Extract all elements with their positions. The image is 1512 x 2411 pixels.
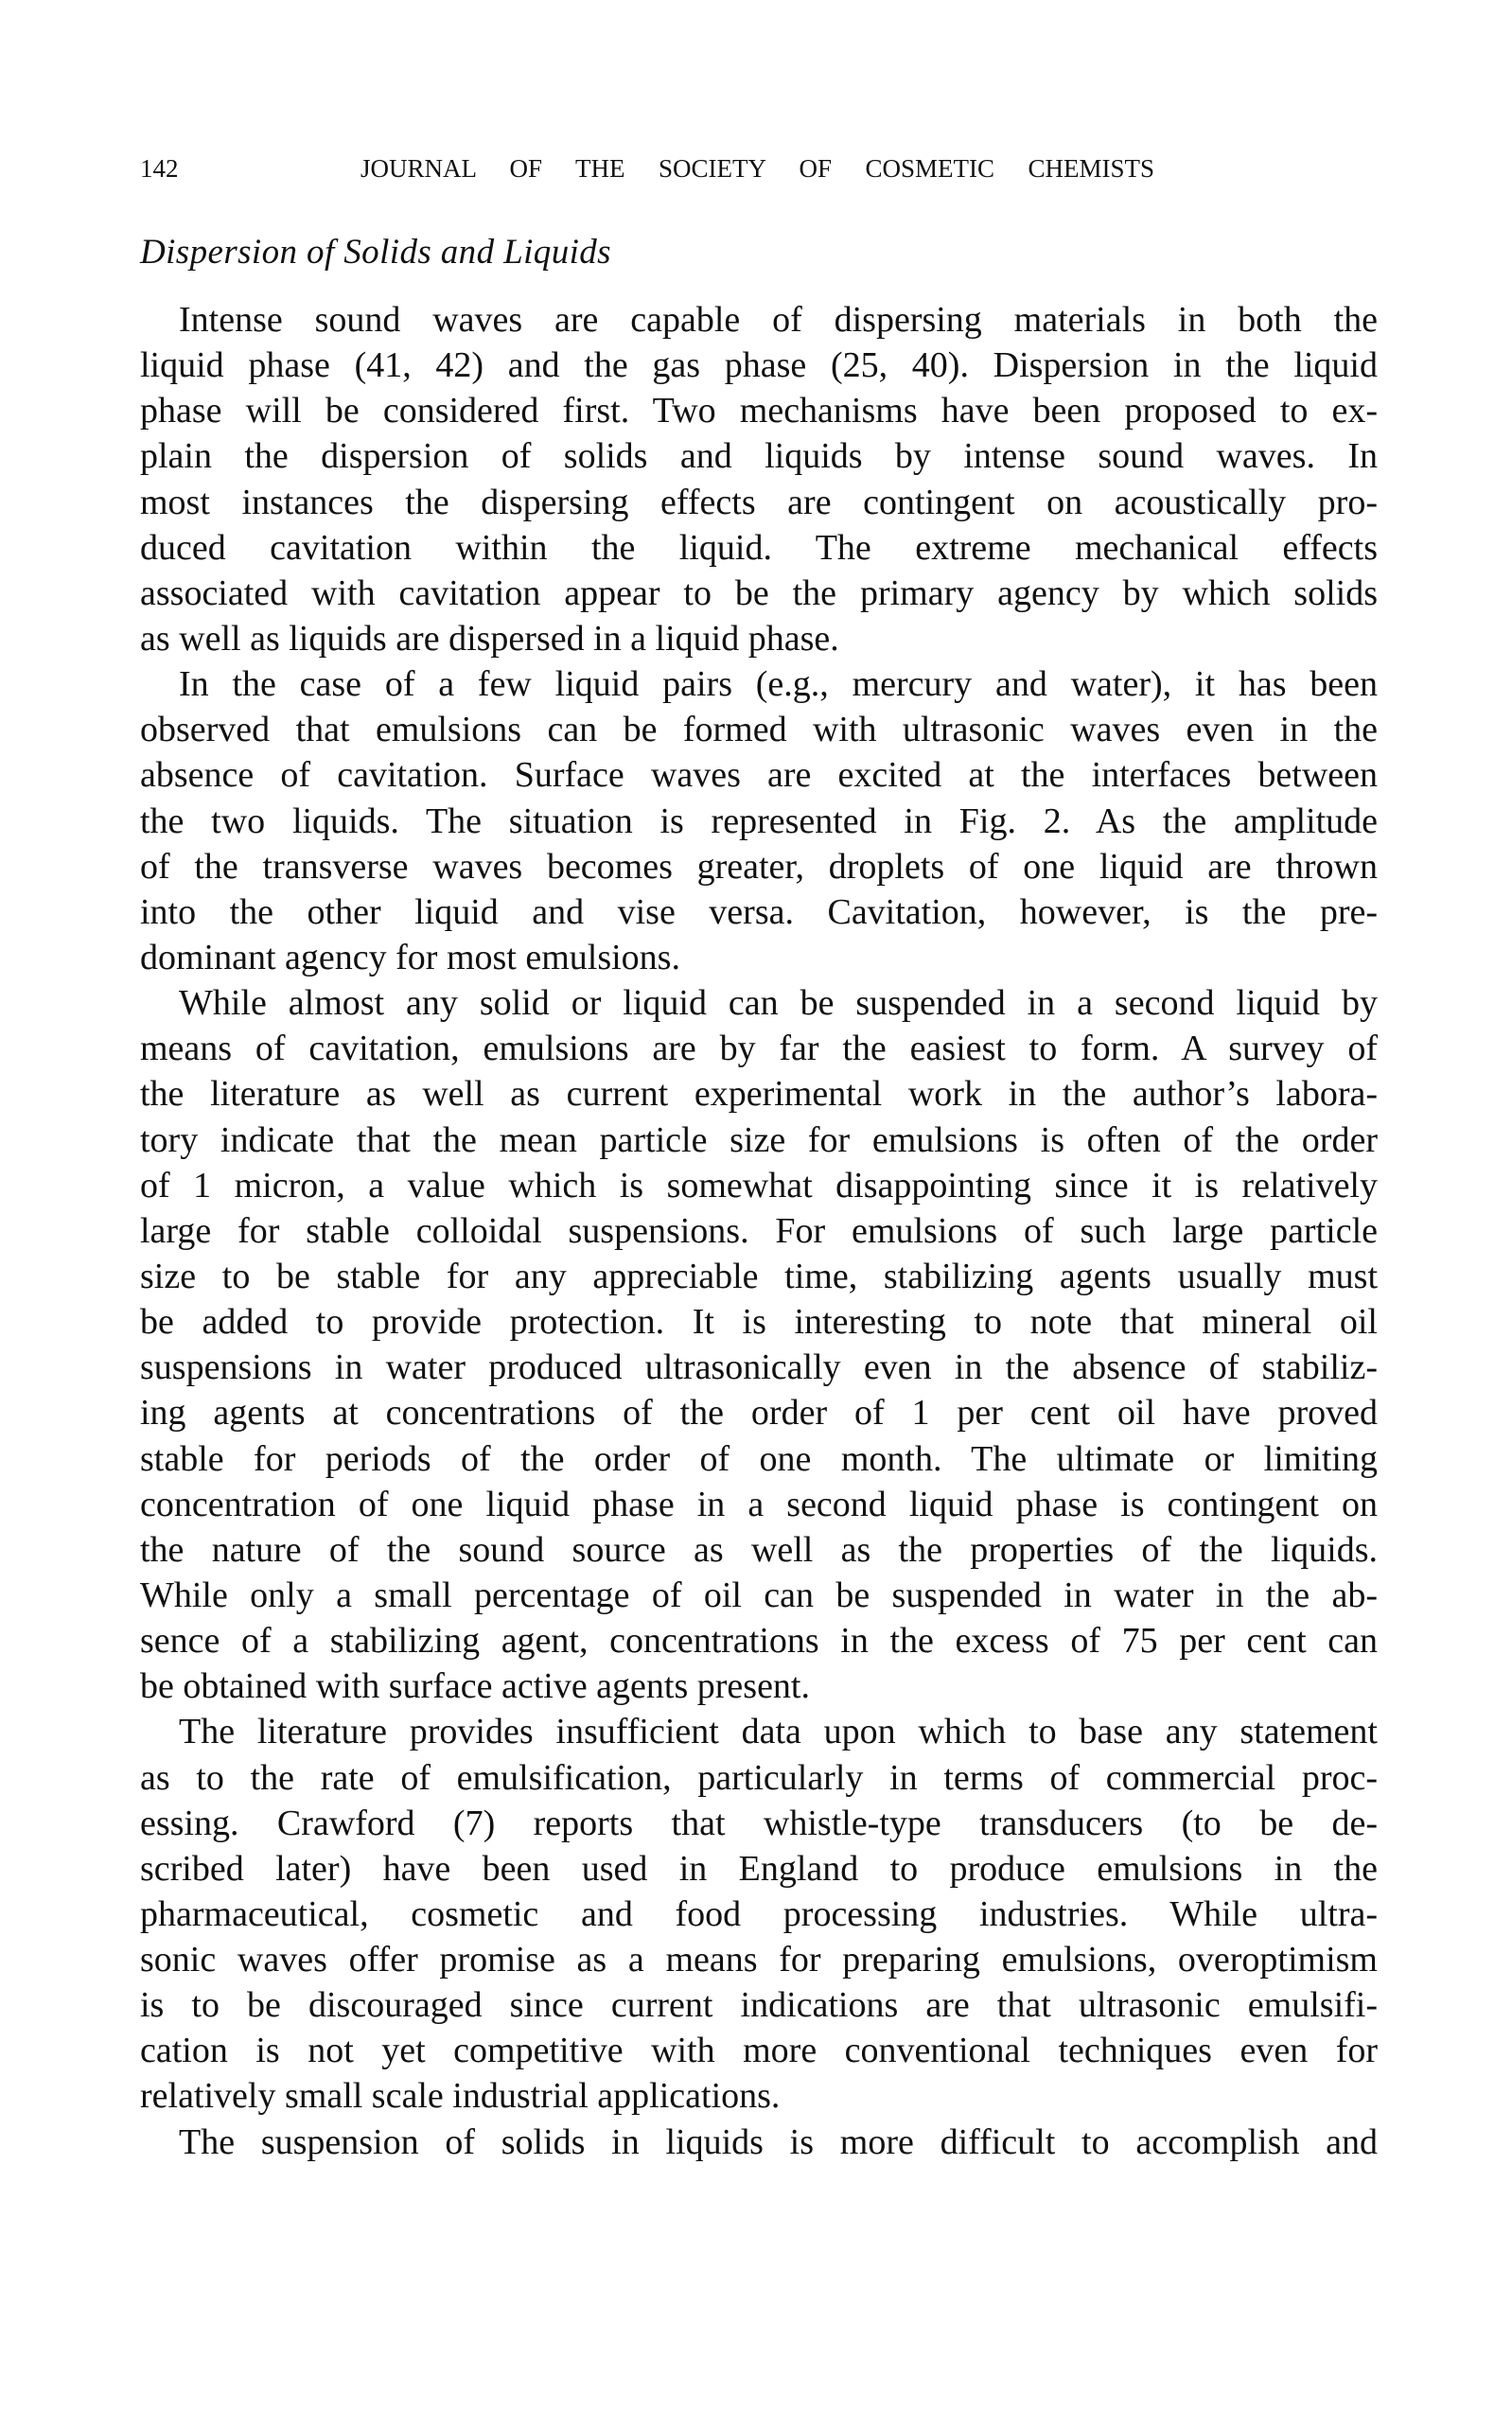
text-line: stable for periods of the order of one month. The ultimate or limiting [140,1438,1378,1479]
running-head [0,153,1512,184]
text-line: duced cavitation within the liquid. The extreme mechanical effects [140,527,1378,568]
text-line: essing. Crawford (7) reports that whistle-type transducers (to be de- [140,1803,1378,1843]
text-line: phase will be considered first. Two mechanisms have been proposed to ex- [140,391,1378,431]
text-line: While only a small percentage of oil can be suspended in water in the ab- [140,1575,1378,1615]
text-line: large for stable colloidal suspensions. For emulsions of such large particle [140,1210,1378,1251]
text-line: the literature as well as current experimental work in the author’s labora- [140,1074,1378,1115]
body-text [140,297,1378,2165]
text-line: The literature provides insufficient data upon which to base any statement [179,1712,1378,1752]
text-line: be obtained with surface active agents present. [140,1666,810,1707]
paragraph [140,1709,1378,2119]
text-line: observed that emulsions can be formed with ultrasonic waves even in the [140,710,1378,750]
text-line: associated with cavitation appear to be the primary agency by which solids [140,572,1378,613]
text-line: Intense sound waves are capable of dispersing materials in both the [179,300,1378,340]
text-line: absence of cavitation. Surface waves are excited at the interfaces between [140,755,1378,796]
text-line: liquid phase (41, 42) and the gas phase (25, 40). Dispersion in the liquid [140,345,1378,386]
text-line: is to be discouraged since current indications are that ultrasonic emulsifi- [140,1985,1378,2026]
text-line: size to be stable for any appreciable time, stabilizing agents usually must [140,1256,1378,1296]
text-line: sence of a stabilizing agent, concentrations in the excess of 75 per cent can [140,1621,1378,1662]
text-line: plain the dispersion of solids and liquids by intense sound waves. In [140,436,1378,477]
paragraph [140,297,1378,661]
text-line: concentration of one liquid phase in a second liquid phase is contingent on [140,1484,1378,1524]
text-line: be added to provide protection. It is interesting to note that mineral oil [140,1302,1378,1343]
text-line: means of cavitation, emulsions are by far the easiest to form. A survey of [140,1029,1378,1069]
text-line: pharmaceutical, cosmetic and food processing industries. While ultra- [140,1893,1378,1934]
page-number: 142 [140,154,179,183]
journal-title: JOURNAL OF THE SOCIETY OF COSMETIC CHEMISTS [360,154,1154,183]
text-line: of 1 micron, a value which is somewhat disappointing since it is relatively [140,1165,1378,1206]
text-line: most instances the dispersing effects are contingent on acoustically pro- [140,482,1378,522]
text-line: suspensions in water produced ultrasonically even in the absence of stabiliz- [140,1347,1378,1388]
text-line: into the other liquid and vise versa. Cavitation, however, is the pre- [140,891,1378,932]
text-line: The suspension of solids in liquids is more difficult to accomplish and [179,2121,1378,2162]
paragraph [140,980,1378,1709]
text-line: ing agents at concentrations of the order of 1 per cent oil have proved [140,1393,1378,1434]
text-line: cation is not yet competitive with more conventional techniques even for [140,2031,1378,2071]
text-line: relatively small scale industrial applications. [140,2076,781,2117]
text-line: of the transverse waves becomes greater, droplets of one liquid are thrown [140,846,1378,887]
text-line: the two liquids. The situation is represented in Fig. 2. As the amplitude [140,801,1378,841]
text-line: While almost any solid or liquid can be suspended in a second liquid by [179,983,1378,1024]
paragraph [140,2120,1378,2165]
text-line: In the case of a few liquid pairs (e.g., mercury and water), it has been [179,664,1378,705]
text-line: as well as liquids are dispersed in a liquid phase. [140,618,839,659]
section-heading: Dispersion of Solids and Liquids [140,233,611,272]
text-line: as to the rate of emulsification, particularly in terms of commercial proc- [140,1757,1378,1798]
text-line: tory indicate that the mean particle size for emulsions is often of the order [140,1119,1378,1160]
text-line: sonic waves offer promise as a means for preparing emulsions, overoptimism [140,1940,1378,1980]
text-line: scribed later) have been used in England to produce emulsions in the [140,1848,1378,1889]
text-line: the nature of the sound source as well as the properties of the liquids. [140,1529,1378,1570]
paragraph [140,661,1378,980]
text-line: dominant agency for most emulsions. [140,937,680,977]
